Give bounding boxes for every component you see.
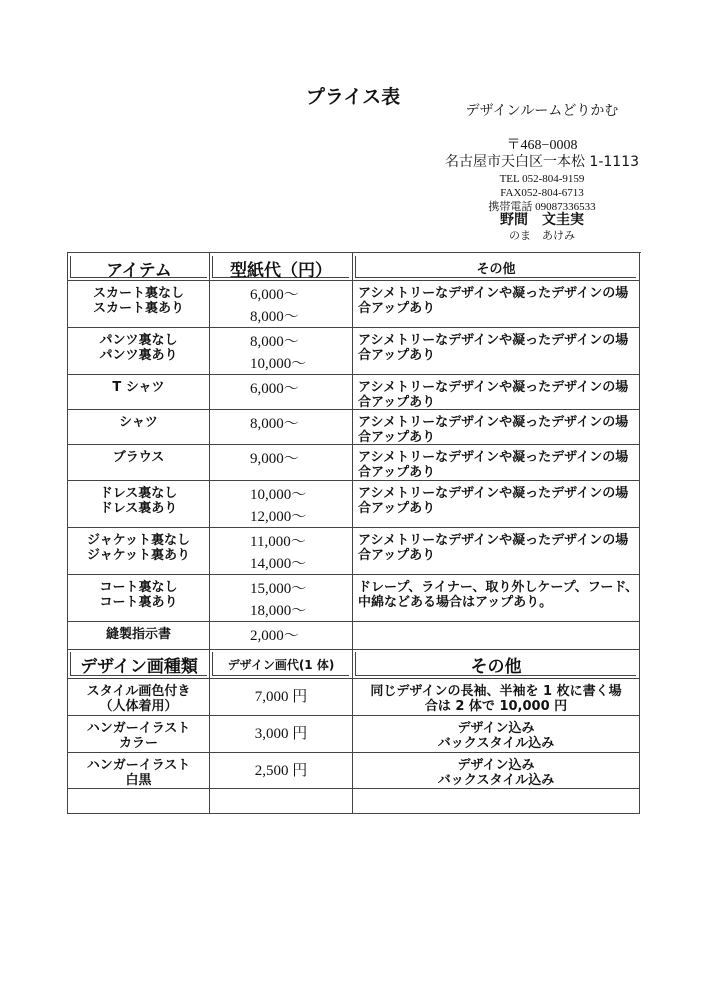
item-label: 縫製指示書 (105, 627, 171, 642)
design-item-label: カラー (118, 736, 158, 751)
design-note-line: デザイン込み (457, 758, 535, 773)
table-row-note: アシメトリーなデザインや凝ったデザインの場合アップあり (353, 328, 640, 375)
header-cell-item (67, 252, 210, 281)
item-label: パンツ裏なし (99, 333, 178, 348)
design-header-cell-item (67, 650, 210, 679)
person-name: 野間 文圭実 (500, 212, 584, 228)
empty-cell (67, 789, 210, 814)
design-row-price: 3,000 円 (210, 716, 353, 753)
table-row-item (67, 410, 210, 445)
table-row-note: アシメトリーなデザインや凝ったデザインの場合アップあり (353, 281, 640, 328)
price-value: 6,000〜 (250, 381, 299, 397)
table-row-item (67, 575, 210, 622)
design-row-item (67, 753, 210, 789)
table-row-note: アシメトリーなデザインや凝ったデザインの場合アップあり (353, 445, 640, 481)
table-row-price (210, 481, 353, 528)
design-item-label: ハンガーイラスト (86, 758, 191, 773)
mobile: 携帯電話 09087336533 (488, 201, 596, 213)
price-value: 18,000〜 (250, 603, 307, 619)
item-label: スカート裏あり (92, 301, 184, 316)
design-header-note: その他 (470, 657, 522, 677)
design-note-line: バックスタイル込み (437, 736, 555, 751)
design-note-line: 同じデザインの長袖、半袖を 1 枚に書く場 (370, 684, 622, 699)
design-header-price: デザイン画代(1 体) (227, 658, 335, 672)
table-row-price (210, 445, 353, 481)
design-header-item: デザイン画種類 (80, 657, 198, 677)
item-label: ジャケット裏あり (86, 548, 191, 563)
empty-cell (210, 789, 353, 814)
table-row-note (353, 622, 640, 650)
design-row-note (353, 679, 640, 716)
empty-cell (353, 789, 640, 814)
design-header-cell-price (210, 650, 353, 679)
table-row-price (210, 622, 353, 650)
design-row-note (353, 716, 640, 753)
item-label: ドレス裏あり (99, 501, 178, 516)
price-value: 15,000〜 (250, 581, 307, 597)
design-row-item (67, 716, 210, 753)
item-label: シャツ (119, 415, 158, 430)
page-title: プライス表 (305, 86, 401, 108)
item-label: コート裏あり (99, 595, 178, 610)
table-row-note: アシメトリーなデザインや凝ったデザインの場合アップあり (353, 528, 640, 575)
table-row-item (67, 281, 210, 328)
design-row-price: 7,000 円 (210, 679, 353, 716)
table-row-price (210, 410, 353, 445)
price-value: 11,000〜 (250, 534, 306, 550)
design-item-label: 白黒 (125, 773, 152, 788)
price-value: 2,000〜 (250, 628, 299, 644)
fax: FAX052-804-6713 (500, 187, 584, 199)
design-item-label: （人体着用） (99, 699, 178, 714)
table-row-item (67, 528, 210, 575)
price-value: 14,000〜 (250, 556, 307, 572)
header-cell-note (353, 252, 640, 281)
price-value: 10,000〜 (250, 487, 307, 503)
table-row-item (67, 328, 210, 375)
item-label: ジャケット裏なし (86, 533, 191, 548)
price-value: 8,000〜 (250, 416, 299, 432)
table-row-note: アシメトリーなデザインや凝ったデザインの場合アップあり (353, 481, 640, 528)
design-note-line: バックスタイル込み (437, 773, 555, 788)
design-item-label: スタイル画色付き (86, 684, 191, 699)
table-row-price (210, 528, 353, 575)
design-note-line: デザイン込み (457, 721, 535, 736)
table-row-price (210, 375, 353, 410)
item-label: スカート裏なし (92, 286, 184, 301)
item-label: T シャツ (112, 380, 165, 395)
header-price: 型紙代（円） (230, 261, 332, 281)
price-value: 8,000〜 (250, 334, 299, 350)
design-item-label: ハンガーイラスト (86, 721, 191, 736)
postal-code: 〒468−0008 (506, 138, 578, 153)
table-row-price (210, 328, 353, 375)
header-cell-price (210, 252, 353, 281)
price-value: 8,000〜 (250, 309, 299, 325)
table-row-price (210, 281, 353, 328)
header-note: その他 (476, 262, 516, 277)
design-note-line: 合は 2 体で 10,000 円 (424, 699, 568, 714)
table-row-item (67, 375, 210, 410)
table-row-item (67, 481, 210, 528)
item-label: ブラウス (112, 450, 165, 465)
price-value: 10,000〜 (250, 356, 307, 372)
table-row-item (67, 445, 210, 481)
price-value: 9,000〜 (250, 451, 299, 467)
table-row-item (67, 622, 210, 650)
price-value: 6,000〜 (250, 287, 299, 303)
table-row-note: アシメトリーなデザインや凝ったデザインの場合アップあり (353, 375, 640, 410)
item-label: ドレス裏なし (99, 486, 178, 501)
design-header-cell-note (353, 650, 640, 679)
header-item: アイテム (106, 261, 172, 281)
table-row-price (210, 575, 353, 622)
design-row-item (67, 679, 210, 716)
design-row-note (353, 753, 640, 789)
person-reading: のま あけみ (509, 229, 575, 242)
item-label: パンツ裏あり (99, 348, 178, 363)
design-row-price: 2,500 円 (210, 753, 353, 789)
tel: TEL 052-804-9159 (499, 173, 585, 185)
address: 名古屋市天白区一本松 1-1113 (444, 154, 640, 170)
table-row-note: ドレープ、ライナー、取り外しケープ、フード、中綿などある場合はアップあり。 (353, 575, 640, 622)
price-value: 12,000〜 (250, 509, 307, 525)
item-label: コート裏なし (99, 580, 178, 595)
table-row-note: アシメトリーなデザインや凝ったデザインの場合アップあり (353, 410, 640, 445)
shop-name: デザインルームどりかむ (465, 103, 619, 119)
